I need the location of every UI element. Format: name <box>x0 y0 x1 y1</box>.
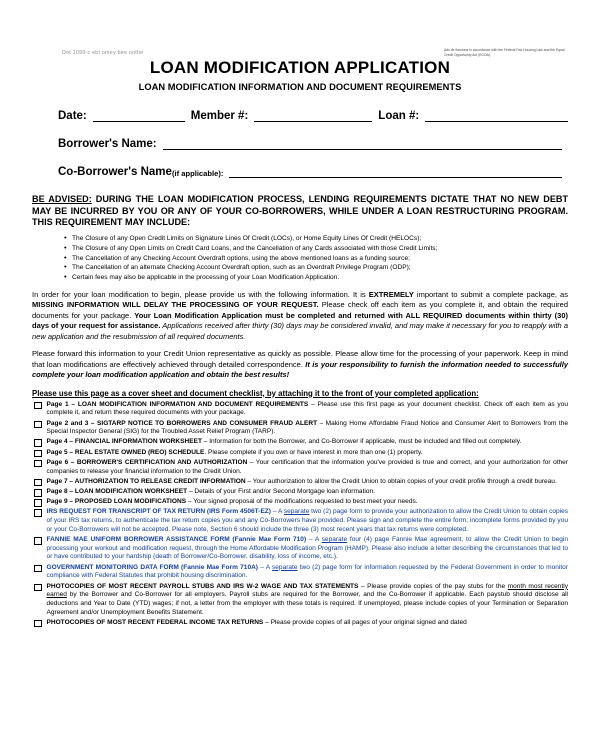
p1-part-g: Applications received after thirty (30) days may be considered invalid, and may make it necessary for you to reapply with a new application and the resubmission of all required documents. <box>32 321 568 341</box>
checkbox-icon[interactable] <box>34 460 42 468</box>
checklist-text: PHOTOCOPIES OF MOST RECENT FEDERAL INCOME TAX RETURNS – Please provide copies of all pages of your original signed and dated <box>46 618 467 626</box>
loan-number-input[interactable] <box>425 108 568 122</box>
checkbox-icon[interactable] <box>34 421 42 429</box>
checklist-text: Page 9 – PROPOSED LOAN MODIFICATIONS – Your signed proposal of the modifications requested to best meet your needs. <box>46 498 418 506</box>
checklist-text: Page 2 and 3 – SIGTARP NOTICE TO BORROWERS AND CONSUMER FRAUD ALERT – Making Home Affordable Fraud Notice and Consumer Alert to Borrowers from the Special Inspector General (SIG) for the Troubled Asset Relief Program (TARP). <box>46 419 569 436</box>
checklist-text: Page 6 – BORROWER'S CERTIFICATION AND AUTHORIZATION – Your certification that the information you've provided is true and correct, and your authorization for other companies to release your financial information to the Credit Union. <box>46 458 568 475</box>
document-checklist <box>32 401 568 628</box>
loan-number-label: Loan #: <box>378 110 420 122</box>
checklist-text: Page 7 – AUTHORIZATION TO RELEASE CREDIT INFORMATION – Your authorization to allow the Credit Union to obtain copies of your credit profile through a credit bureau. <box>46 477 557 485</box>
checkbox-icon[interactable] <box>34 537 42 545</box>
list-item[interactable] <box>32 564 568 581</box>
checkbox-icon[interactable] <box>34 402 42 410</box>
coversheet-instruction: Please use this page as a cover sheet and document checklist, by attaching it to the front of your completed application: <box>32 388 479 398</box>
date-member-loan-row <box>32 108 568 122</box>
date-label: Date: <box>58 110 87 122</box>
instructions-paragraph-2 <box>32 349 568 381</box>
list-item[interactable] <box>32 508 568 534</box>
coborrower-name-note: (if applicable): <box>171 169 224 178</box>
list-item[interactable] <box>32 619 568 628</box>
borrower-name-row <box>32 136 568 150</box>
checklist-text: Page 8 – LOAN MODIFICATION WORKSHEET – Details of your First and/or Second Mortgage loan information. <box>46 488 375 495</box>
checklist-text: GOVERNMENT MONITORING DATA FORM (Fannie Mae Form 710A) – A separate two (2) page form for information requested by the Federal Government in order to monitor compliance with Federal Statutes that prohibit housing discrimination. <box>46 563 569 580</box>
checklist-text: Page 1 – LOAN MODIFICATION INFORMATION AND DOCUMENT REQUIREMENTS – Please use this first page as your document checklist. Check off each item as you complete it, and return these required documents with your package. <box>46 400 568 417</box>
instructions-paragraph-1 <box>32 290 568 343</box>
advisory-bullet-list <box>32 234 568 283</box>
coborrower-name-input[interactable] <box>229 164 562 178</box>
p1-part-e: Please check off each item as you complete it, and obtain the required documents for your package. <box>32 300 568 320</box>
page-title: LOAN MODIFICATION APPLICATION <box>149 58 451 77</box>
p1-part-a: In order for your loan modification to begin, please provide us with the following information. It is <box>32 289 369 299</box>
list-item: • The Cancellation of an alternate Checking Account Overdraft option, such as an Overdraft Privilege Program (ODP); <box>64 263 568 272</box>
checklist-text: Page 4 – FINANCIAL INFORMATION WORKSHEET – Information for both the Borrower, and Co-Borrower if applicable, must be included and filled out completely. <box>46 438 522 446</box>
checklist-text: PHOTOCOPIES OF MOST RECENT PAYROLL STUBS AND IRS W-2 WAGE AND TAX STATEMENTS – Please provide copies of the pay stubs for the month most recently earned by the Borrower and Co-Borrower for all employers. Payroll stubs are required for the Borrower, and the Co-Borrower if applicable. Each paystub should disclose all deductions and Year to Date (YTD) wages; if not, a letter from the employer with these totals is required. If unemployed, please include copies of your Termination or Separation Agreement and/or Unemployment Benefits Statement. <box>46 582 568 616</box>
list-item[interactable] <box>32 420 568 437</box>
checkbox-icon[interactable] <box>34 479 42 487</box>
list-item: • Certain fees may also be applicable in the processing of your Loan Modification Application. <box>64 273 568 282</box>
borrower-name-input[interactable] <box>163 136 562 150</box>
checkbox-icon[interactable] <box>34 439 42 447</box>
borrower-name-label: Borrower's Name: <box>58 138 157 150</box>
checkbox-icon[interactable] <box>34 620 42 628</box>
checkbox-icon[interactable] <box>34 499 42 507</box>
list-item[interactable] <box>32 536 568 562</box>
list-item[interactable] <box>32 459 568 476</box>
list-item: • The Closure of any Open Credit Limits on Signature Lines Of Credit (LOCs), or Home Equity Lines Of Credit (HELOCs); <box>64 234 568 243</box>
list-item[interactable] <box>32 438 568 447</box>
checkbox-icon[interactable] <box>34 509 42 517</box>
p1-part-f: Your Loan Modification Application must be completed and returned with ALL REQUIRED documents within thirty (30) days of your request for assistance. <box>32 310 568 331</box>
list-item: • The Closure of any Open Limits on Credit Card Loans, and the Cancellation of any Cards associated with those Credit Limits; <box>64 244 568 253</box>
list-item: • The Cancellation of any Checking Account Overdraft options, using the above mentioned loans as a funding source; <box>64 254 568 263</box>
coborrower-name-row <box>32 164 568 178</box>
advisory-lead: BE ADVISED: <box>32 194 92 204</box>
checkbox-icon[interactable] <box>34 450 42 458</box>
p2-part-b: It is your responsibility to furnish the information needed to successfully complete your loan modification application and obtain the best results! <box>32 359 568 380</box>
member-number-input[interactable] <box>254 108 372 122</box>
coborrower-name-label: Co-Borrower's Name <box>58 166 172 178</box>
faint-top-text: Dot 1099-c ebt omey bee nothe <box>62 50 144 56</box>
list-item[interactable] <box>32 401 568 418</box>
advisory-block <box>32 194 568 229</box>
page-subtitle: LOAN MODIFICATION INFORMATION AND DOCUMENT REQUIREMENTS <box>138 82 462 92</box>
p1-part-b: EXTREMELY <box>368 289 414 299</box>
p1-part-c: important to submit a complete package, as <box>413 289 568 299</box>
top-right-compliance-note: Ads de funciona in accordance with the Federal Fair Housing Law and the Equal Credit Opportunity Act (ECOA). <box>444 48 565 57</box>
checklist-text: FANNIE MAE UNIFORM BORROWER ASSISTANCE FORM (Fannie Mae Form 710) – A separate four (4) page Fannie Mae agreement, to allow the Credit Union to begin processing your workout and modification request, through the Home Affordable Modification Program (HAMP). Please also include a letter describing the circumstances that led to or have contributed to your hardship (death of Borrower/Co-Borrower, disability, loss of income, etc.). <box>46 536 569 561</box>
list-item[interactable] <box>32 478 568 487</box>
checkbox-icon[interactable] <box>34 565 42 573</box>
date-input[interactable] <box>93 108 185 122</box>
list-item[interactable] <box>32 488 568 497</box>
checkbox-icon[interactable] <box>34 489 42 497</box>
checkbox-icon[interactable] <box>34 584 42 592</box>
checklist-text: IRS REQUEST FOR TRANSCRIPT OF TAX RETURN (IRS Form 4506T-EZ) – A separate two (2) page form to provide your authorization to allow the Credit Union to obtain copies of your IRS tax returns, to authenticate the tax return copies you and any Co-Borrowers have provided. Please sign and complete the entire form; incomplete forms provided by you or your Co-Borrowers will not be accepted. Please note, Section 6 should include the three (3) most recent years that tax returns were completed. <box>46 508 568 533</box>
checklist-text: Page 5 – REAL ESTATE OWNED (REO) SCHEDULE. Please complete if you own or have interest in more than one (1) property. <box>46 448 423 456</box>
list-item[interactable] <box>32 583 568 618</box>
member-number-label: Member #: <box>190 110 249 122</box>
list-item[interactable] <box>32 449 568 458</box>
list-item[interactable] <box>32 498 568 507</box>
advisory-body: DURING THE LOAN MODIFICATION PROCESS, LENDING REQUIREMENTS DICTATE THAT NO NEW DEBT MAY BE INCURRED BY YOU OR ANY OF YOUR CO-BORROWERS, WHILE UNDER A LOAN RESTRUCTURING PROGRAM. THIS REQUIREMENT MAY INCLUDE: <box>32 194 569 228</box>
p1-part-d: MISSING INFORMATION WILL DELAY THE PROCESSING OF YOUR REQUEST. <box>32 300 319 310</box>
p2-part-a: Please forward this information to your Credit Union representative as quickly as possible. Please allow time for the processing of your paperwork. Keep in mind that loan modifications are effectively achieved through detailed correspondence. <box>32 349 568 369</box>
